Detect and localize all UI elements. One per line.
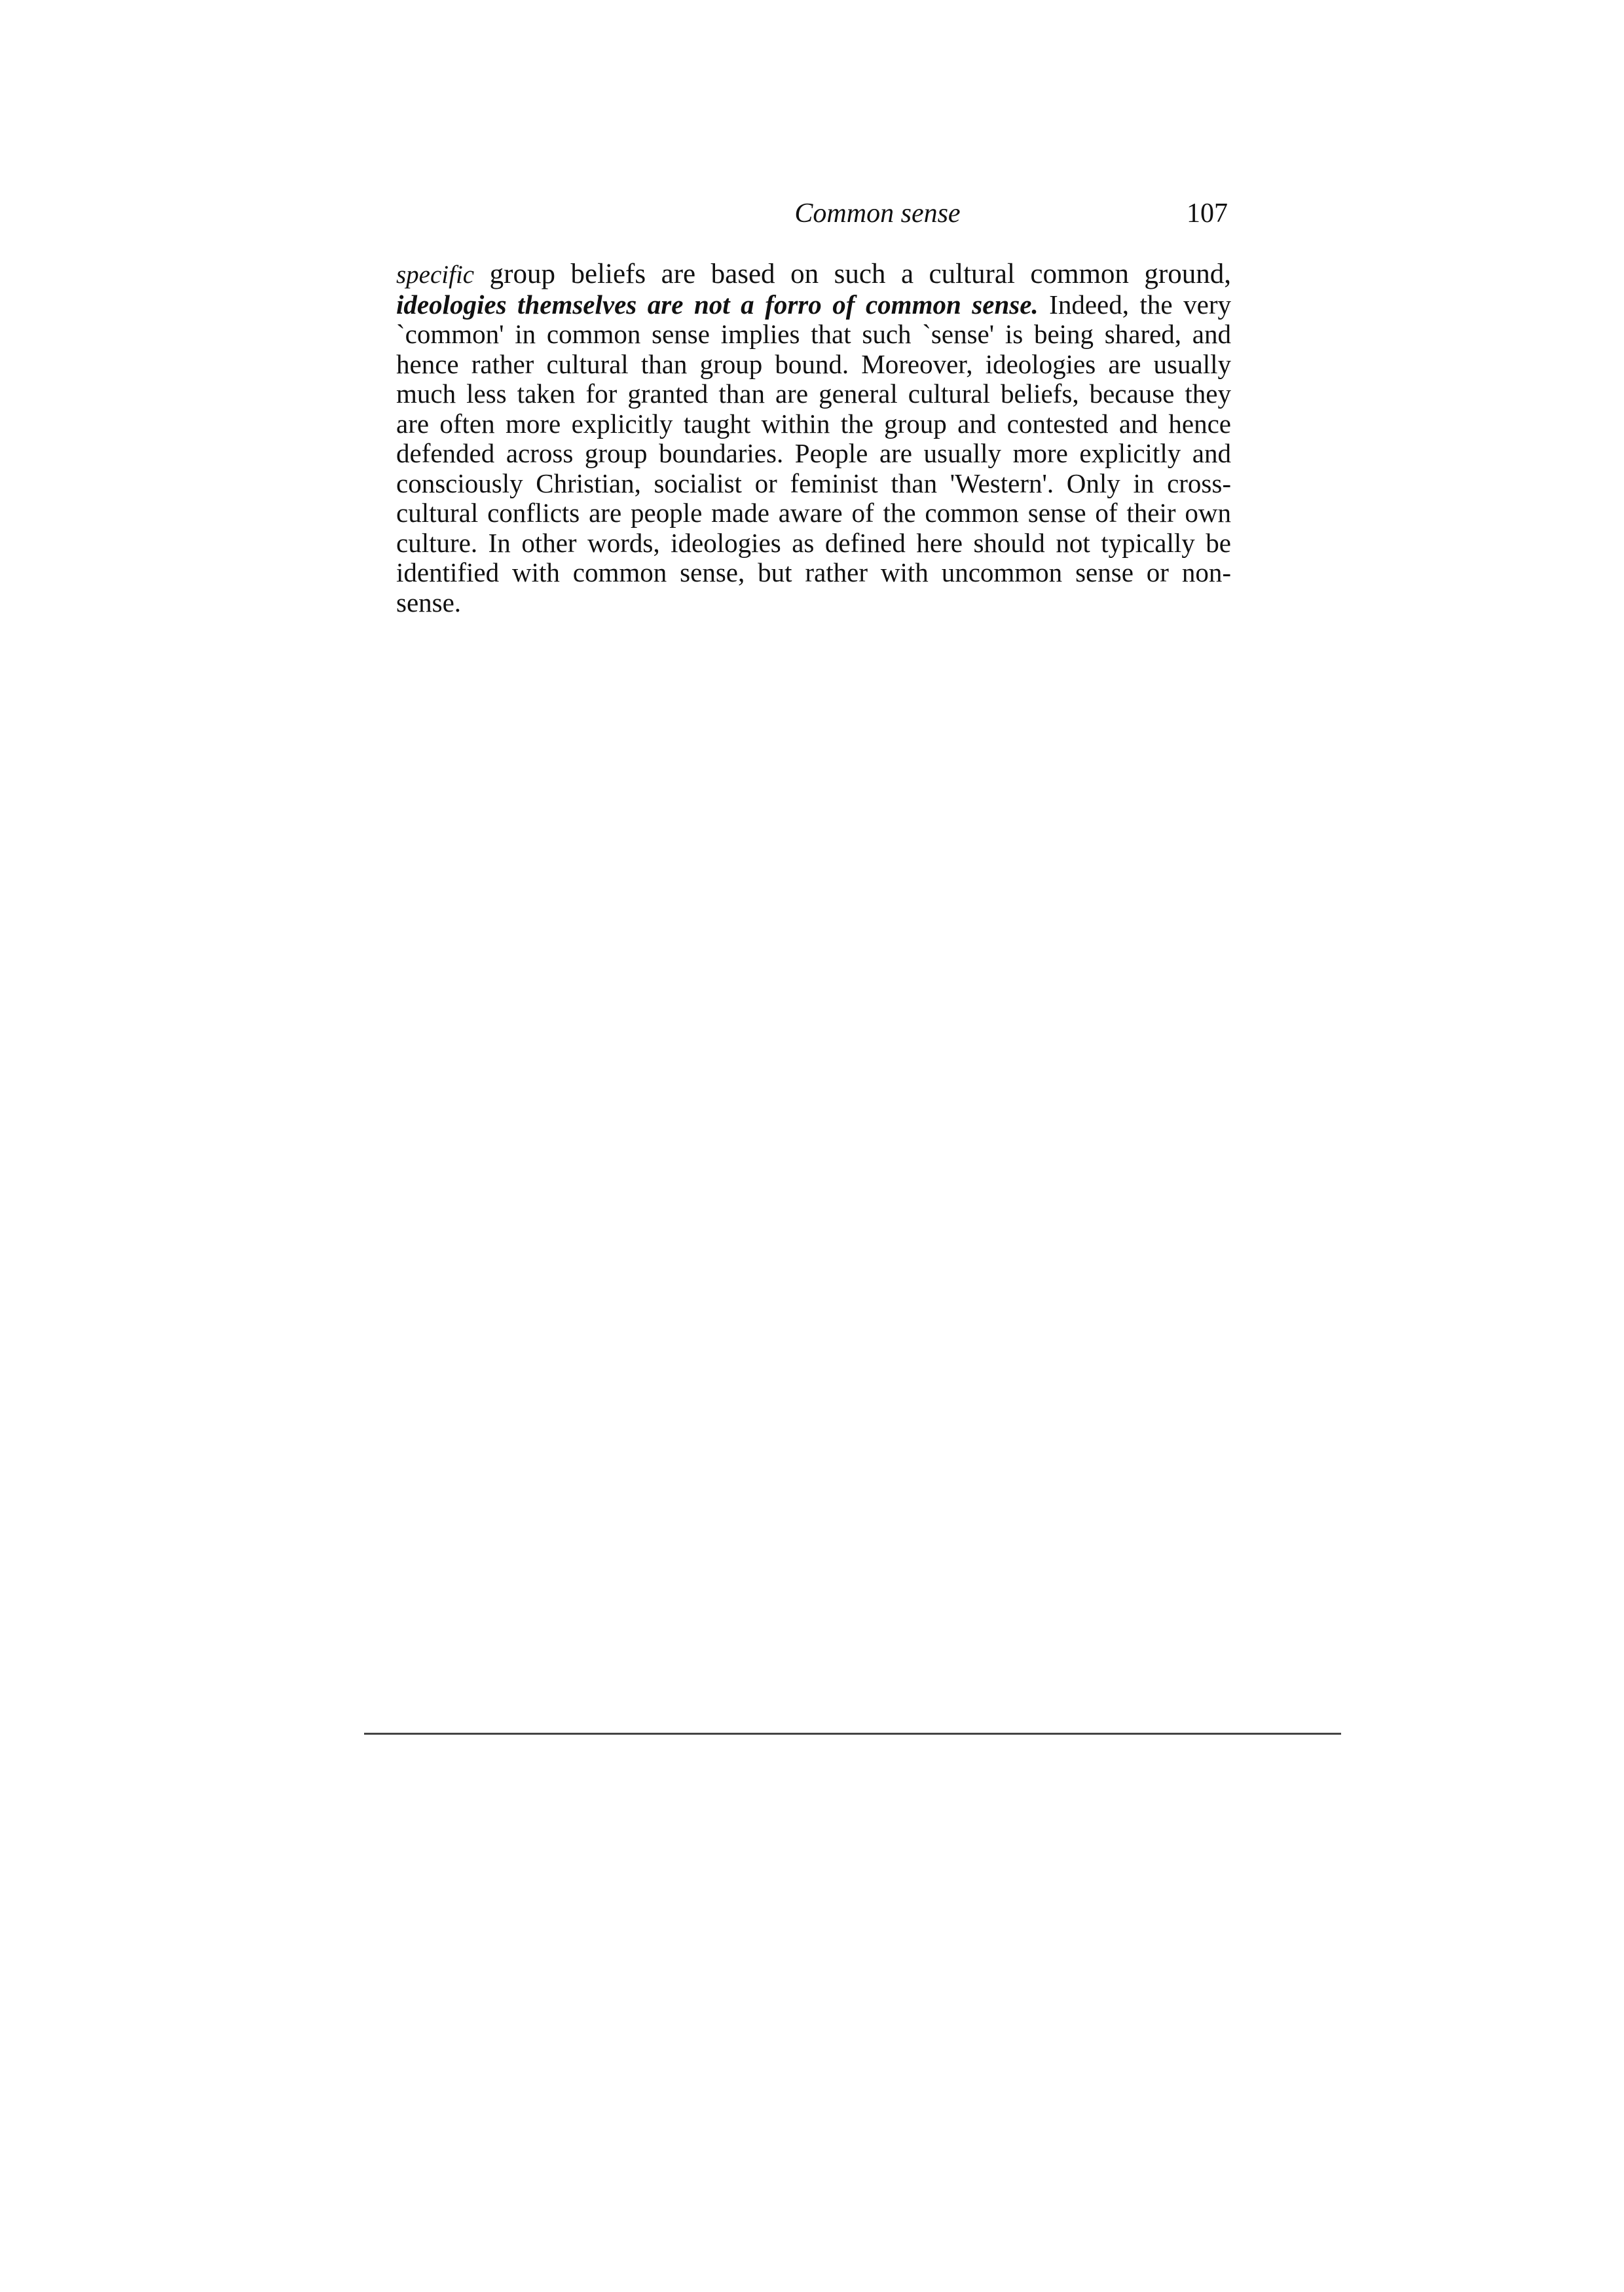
text-line-9: cultural conflicts are people made aware of the common sense of their own: [396, 498, 1231, 528]
text-line-6: are often more explicitly taught within the group and contested and hence: [396, 408, 1231, 439]
text-line-12: sense.: [396, 587, 462, 618]
text-line-2: [396, 290, 1231, 320]
text-line-1-rest: group beliefs are based on such a cultural common ground,: [474, 259, 1231, 289]
body-paragraph: [396, 259, 1231, 618]
italic-emphasis-sentence: ideologies themselves are not a forro of common sense.: [396, 289, 1039, 320]
text-line-7: defended across group boundaries. People are usually more explicitly and: [396, 438, 1231, 468]
text-line-11: identified with common sense, but rather with uncommon sense or non-: [396, 557, 1231, 587]
running-title: Common sense: [794, 198, 961, 229]
text-line-8: consciously Christian, socialist or feminist than 'Western'. Only in cross-: [396, 468, 1231, 498]
running-head: [396, 194, 1228, 233]
footnote-divider: [364, 1733, 1341, 1735]
text-line-1: [396, 259, 1231, 290]
text-line-5: much less taken for granted than are general cultural beliefs, because they: [396, 379, 1231, 409]
text-line-2-rest: Indeed, the very: [1038, 289, 1231, 320]
italic-word-specific: specific: [396, 261, 475, 289]
text-line-4: hence rather cultural than group bound. Moreover, ideologies are usually: [396, 348, 1231, 379]
text-line-10: culture. In other words, ideologies as defined here should not typically be: [396, 527, 1231, 558]
text-line-3: `common' in common sense implies that such `sense' is being shared, and: [396, 319, 1231, 349]
page-number: 107: [1187, 198, 1228, 229]
